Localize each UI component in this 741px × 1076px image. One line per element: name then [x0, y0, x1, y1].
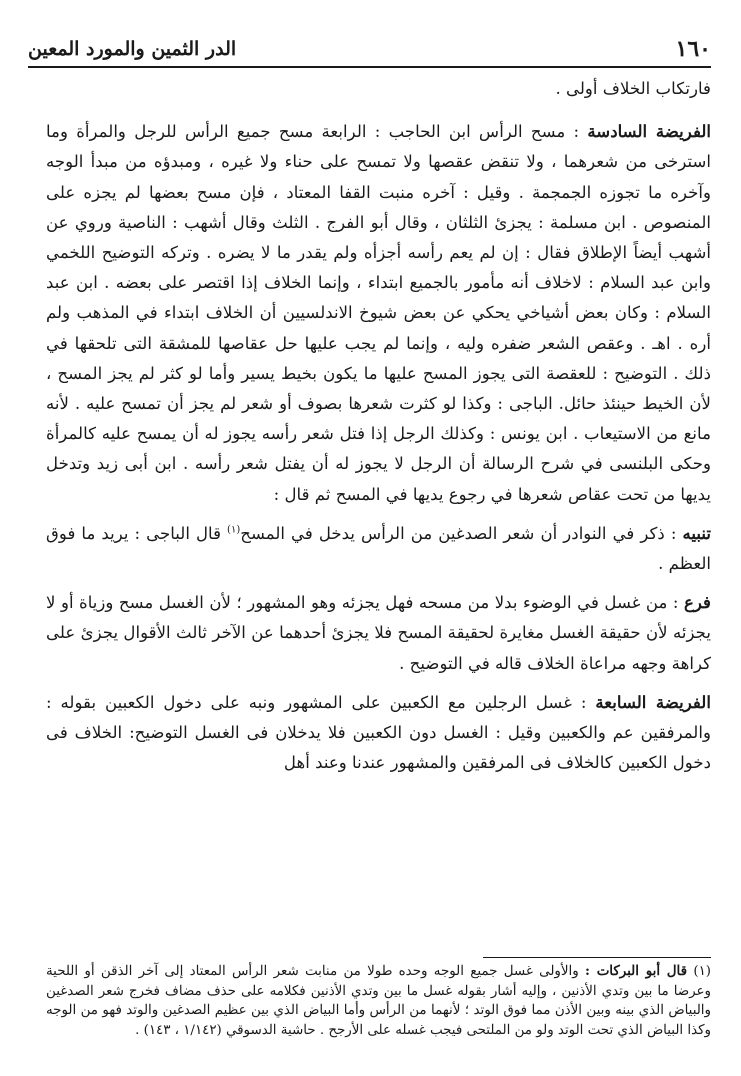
sixth-obligation-text: : مسح الرأس ابن الحاجب : الرابعة مسح جميع الرأس للرجل والمرأة وما استرخى من شعرهما ، ولا تنقض عقصها ولا تمسح على حناء ولا غيره ، ومبدؤه من مبدأ الوجه وآخره ما تجوزه الجمجمة . وقيل : آخره منبت القفا المعتاد ، فإن مسح بعضها لم يجزه على المنصوص . ابن مسلمة : يجزئ الثلثان ، وقال أبو الفرج . الثلث وقال أشهب : الناصية وروي عن أشهب أيضاً الإطلاق فقال : إن لم يعم رأسه أجزأه ولم يقدر ما لا يضره . وتركه التوضيح اللخمي وابن عبد السلام : لاخلاف أنه مأمور بالجميع ابتداء ، وإنما الخلاف إذا اقتصر على بعضه . ابن عبد السلام : وكان بعض أشياخي يحكي عن بعض شيوخ الاندلسيين أن الخلاف ابتداء في المذهب ولم أره . اهـ . وعقص الشعر ضفره وليه ، وإنما لم يجب عليها حل عقاصها للمشقة التى تلحقها في ذلك . التوضيح : للعقصة التى يجوز المسح عليها ما يكون بخيط يسير وأما لو كثر لم يجز المسح ، لأن الخيط حينئذ حائل. الباجى : وكذا لو كثرت شعرها بصوف أو شعر لم يجز أن تمسح عليه . لأنه مانع من الاستيعاب . ابن يونس : وكذلك الرجل إذا فتل شعر رأسه يجوز له أن يمسح عليه كالمرأة وحكى البلنسى في شرح الرسالة أن الرجل لا يجوز له أن يفتل شعر رأسه . ابن أبى زيد وتدخل يديها من تحت عقاص شعرها في رجوع يديها في المسح ثم قال :	[46, 122, 711, 504]
paragraph-seventh-obligation	[46, 687, 711, 779]
main-text	[46, 74, 711, 778]
header-rule	[28, 66, 711, 68]
footnote-label: قال أبو البركات :	[585, 963, 687, 979]
heading-sixth-obligation: الفريضة السادسة	[587, 121, 711, 142]
paragraph-far	[46, 587, 711, 679]
running-title: الدر الثمين والمورد المعين	[28, 38, 237, 60]
tanbih-text-a: : ذكر في النوادر أن شعر الصدغين من الرأس يدخل في المسح	[240, 523, 677, 543]
seventh-obligation-text: : غسل الرجلين مع الكعبين على المشهور ونبه على دخول الكعبين بقوله : والمرفقين عم والكعبين وقيل : الغسل دون الكعبين فلا يدخلان فى الغسل التوضيح: الخلاف فى دخول الكعبين كالخلاف فى المرفقين والمشهور عندنا وعند أهل	[46, 692, 711, 773]
page-number: ١٦٠	[675, 36, 711, 62]
paragraph-intro	[46, 74, 711, 104]
paragraph-intro-text: فارتكاب الخلاف أولى .	[555, 79, 711, 98]
heading-far: فرع	[684, 592, 711, 613]
footnote-text: والأولى غسل جميع الوجه وحده طولا من منابت شعر الرأس المعتاد إلى آخر الذقن أو اللحية وعرضا ما بين وتدي الأذنين ، وإليه أشار بقوله غسل ما بين وتدي الأذنين فكلامه على حذف مضاف فخرج شعر الصدغين والبياض الذي بينه وبين الأذن مما فوق الوتد ؛ لأنهما من الرأس وأما البياض الذي بين عظيم الصدغين والوتد فهو من الوجه وكذا البياض الذي تحت الوتد ولو من الملتحى فيجب غسله على الأرجح . حاشية الدسوقي (١/١٤٢ ، ١٤٣) .	[46, 964, 711, 1038]
footnote	[46, 962, 711, 1040]
footnote-marker: (١)	[693, 964, 711, 979]
paragraph-tanbih	[46, 518, 711, 579]
tanbih-text-b: قال الباجى : يريد ما فوق العظم .	[46, 523, 711, 574]
footnote-reference[interactable]: (١)	[227, 524, 241, 536]
page-header	[28, 30, 711, 64]
far-text: : من غسل في الوضوء بدلا من مسحه فهل يجزئه وهو المشهور ؛ لأن الغسل مسح وزياة أو لا يجزئه لأن حقيقة الغسل مغايرة لحقيقة المسح فلا يجزئ أحدهما عن الآخر ثالث الأقوال يجزئ على كراهة وجهه مراعاة الخلاف قاله في التوضيح .	[46, 593, 711, 673]
footnote-separator	[483, 957, 711, 958]
heading-seventh-obligation: الفريضة السابعة	[595, 691, 711, 712]
paragraph-sixth-obligation	[46, 116, 711, 510]
heading-tanbih: تنبيه	[682, 522, 712, 543]
